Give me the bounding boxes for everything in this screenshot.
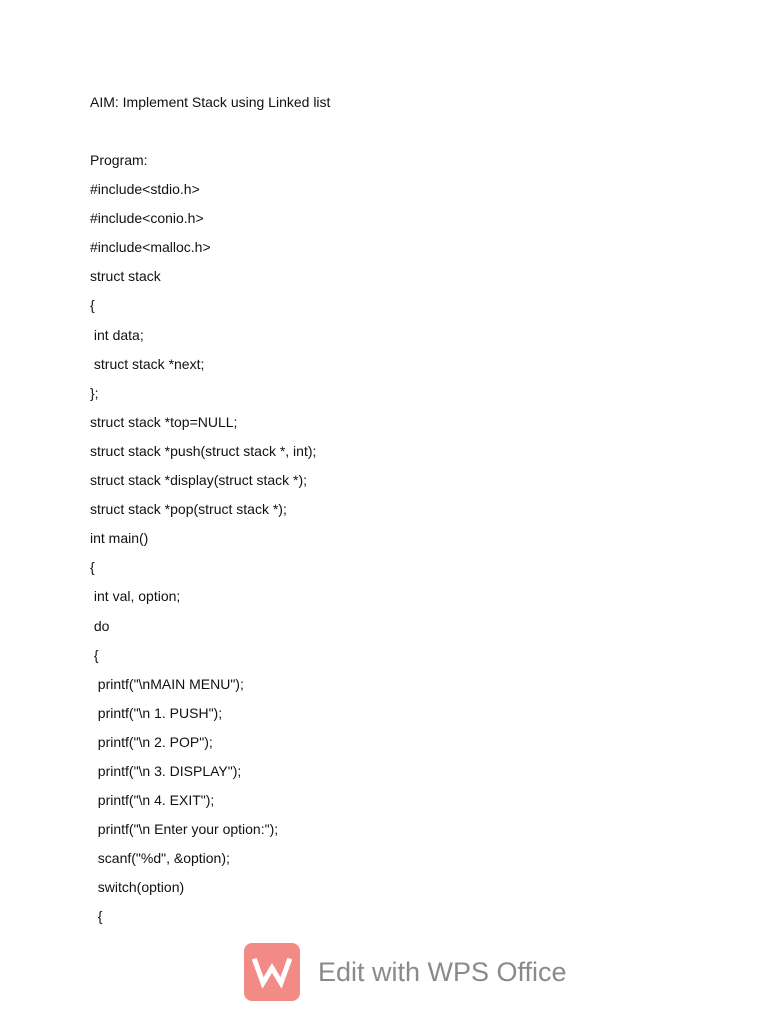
code-line: struct stack *next; — [90, 355, 205, 372]
wps-edit-label[interactable]: Edit with WPS Office — [318, 956, 567, 987]
code-line: struct stack *push(struct stack *, int); — [90, 442, 317, 459]
wps-w-glyph-icon — [252, 956, 292, 988]
code-line: printf("\n 4. EXIT"); — [90, 792, 215, 809]
code-line: #include<stdio.h> — [90, 181, 200, 198]
code-line: { — [90, 297, 95, 314]
aim-heading: AIM: Implement Stack using Linked list — [90, 94, 331, 110]
code-line: { — [90, 646, 99, 663]
code-line: switch(option) — [90, 879, 185, 896]
code-line: printf("\n 1. PUSH"); — [90, 704, 223, 721]
code-line: printf("\nMAIN MENU"); — [90, 675, 244, 692]
program-code — [90, 150, 316, 936]
code-line: int val, option; — [90, 588, 181, 605]
code-line: int main() — [90, 530, 149, 547]
code-line: do — [90, 617, 110, 634]
code-line: int data; — [90, 326, 144, 343]
code-line: printf("\n 3. DISPLAY"); — [90, 762, 242, 779]
code-line: printf("\n Enter your option:"); — [90, 821, 279, 838]
code-line: printf("\n 2. POP"); — [90, 733, 213, 750]
code-line: { — [90, 559, 95, 576]
code-line: { — [90, 908, 103, 925]
code-line: #include<conio.h> — [90, 210, 204, 227]
wps-watermark[interactable] — [244, 943, 567, 1001]
code-line: }; — [90, 384, 99, 401]
wps-logo-icon — [244, 943, 300, 1001]
code-line: struct stack *top=NULL; — [90, 413, 238, 430]
code-line: struct stack — [90, 268, 161, 285]
code-line: scanf("%d", &option); — [90, 850, 230, 867]
code-line: struct stack *pop(struct stack *); — [90, 501, 287, 518]
code-line: #include<malloc.h> — [90, 239, 211, 256]
code-line: struct stack *display(struct stack *); — [90, 472, 308, 489]
code-line: Program: — [90, 152, 148, 168]
